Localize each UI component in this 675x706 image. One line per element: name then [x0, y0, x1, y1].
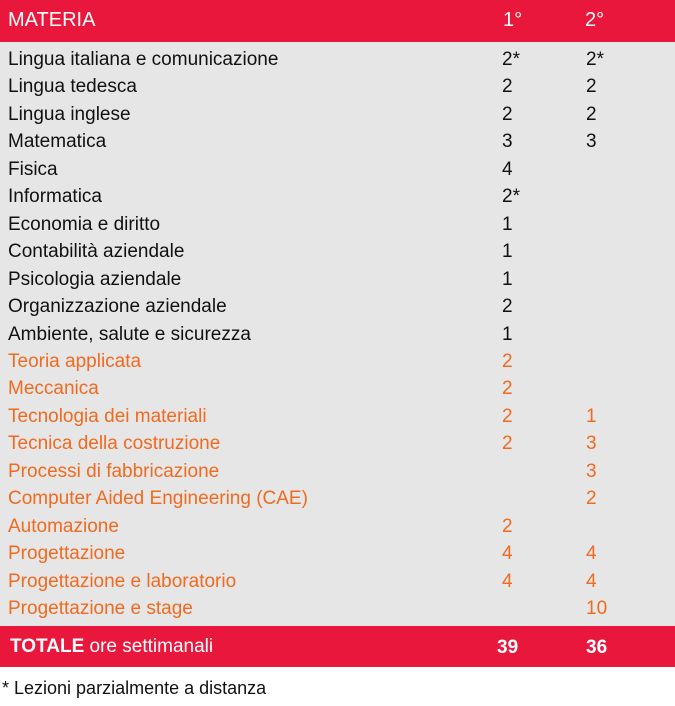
total-label-rest: ore settimanali — [84, 636, 214, 657]
table-row — [0, 484, 675, 512]
subject-name: Meccanica — [8, 378, 99, 400]
hours-year-1: 3 — [502, 131, 513, 153]
table-row — [0, 402, 675, 430]
table-row — [0, 567, 675, 595]
hours-year-1: 2 — [502, 76, 513, 98]
table-row — [0, 292, 675, 320]
table-row — [0, 237, 675, 265]
hours-year-2: 3 — [586, 131, 597, 153]
hours-year-2: 2 — [586, 103, 597, 125]
subject-name: Psicologia aziendale — [8, 268, 182, 290]
subject-name: Contabilità aziendale — [8, 241, 185, 263]
subject-name: Economia e diritto — [8, 213, 161, 235]
subject-name: Processi di fabbricazione — [8, 460, 220, 482]
hours-year-1: 4 — [502, 158, 513, 180]
subject-name: Progettazione — [8, 543, 126, 565]
header-year-2: 2° — [585, 9, 605, 31]
hours-year-2: 4 — [586, 570, 597, 592]
subject-name: Organizzazione aziendale — [8, 296, 227, 318]
subject-name: Ambiente, salute e sicurezza — [8, 323, 251, 345]
subject-name: Teoria applicata — [8, 350, 142, 372]
subject-name: Lingua tedesca — [8, 76, 137, 98]
table-row — [0, 100, 675, 128]
subject-name: Computer Aided Engineering (CAE) — [8, 488, 308, 510]
hours-year-1: 2 — [502, 296, 513, 318]
table-header-row — [0, 0, 675, 42]
hours-year-2: 3 — [586, 433, 597, 455]
table-row — [0, 512, 675, 540]
hours-year-1: 1 — [502, 213, 513, 235]
hours-year-1: 2 — [502, 405, 513, 427]
total-year-2: 36 — [586, 637, 608, 658]
total-year-1: 39 — [497, 637, 519, 658]
subject-name: Fisica — [8, 158, 58, 180]
table-row — [0, 374, 675, 402]
total-label-bold: TOTALE — [10, 636, 85, 657]
subject-name: Informatica — [8, 186, 102, 208]
total-label — [10, 636, 213, 658]
hours-year-1: 4 — [502, 570, 513, 592]
hours-year-1: 2* — [502, 49, 520, 70]
table-row — [0, 347, 675, 375]
subject-name: Lingua inglese — [8, 103, 131, 125]
hours-year-1: 2 — [502, 515, 513, 537]
hours-year-1: 2 — [502, 103, 513, 125]
table-row — [0, 265, 675, 293]
header-subject: MATERIA — [8, 9, 96, 31]
subject-name: Tecnologia dei materiali — [8, 405, 207, 427]
hours-year-1: 4 — [502, 543, 513, 565]
hours-year-2: 2 — [586, 76, 597, 98]
hours-year-1: 1 — [502, 323, 513, 345]
table-row — [0, 72, 675, 100]
table-row — [0, 457, 675, 485]
total-row — [0, 626, 675, 667]
table-row — [0, 45, 675, 73]
table-row — [0, 320, 675, 348]
hours-year-1: 2 — [502, 433, 513, 455]
hours-year-1: 1 — [502, 241, 513, 263]
header-year-1: 1° — [503, 9, 523, 31]
table-row — [0, 182, 675, 210]
table-row — [0, 155, 675, 183]
subject-name: Matematica — [8, 131, 107, 153]
subject-name: Tecnica della costruzione — [8, 433, 221, 455]
table-row — [0, 429, 675, 457]
hours-year-2: 2 — [586, 488, 597, 510]
hours-year-1: 2 — [502, 378, 513, 400]
table-body — [0, 42, 675, 626]
subject-name: Automazione — [8, 515, 119, 537]
hours-year-1: 1 — [502, 268, 513, 290]
subject-name: Lingua italiana e comunicazione — [8, 49, 279, 70]
table-row — [0, 594, 675, 622]
footnote: * Lezioni parzialmente a distanza — [2, 678, 267, 698]
table-row — [0, 539, 675, 567]
hours-year-2: 2* — [586, 49, 604, 70]
subject-name: Progettazione e laboratorio — [8, 570, 237, 592]
hours-year-1: 2 — [502, 350, 513, 372]
table-row — [0, 210, 675, 238]
hours-year-2: 10 — [586, 598, 608, 619]
hours-year-1: 2* — [502, 186, 520, 208]
table-row — [0, 127, 675, 155]
hours-year-2: 4 — [586, 543, 597, 565]
hours-year-2: 1 — [586, 405, 597, 427]
hours-year-2: 3 — [586, 460, 597, 482]
subject-name: Progettazione e stage — [8, 598, 193, 619]
